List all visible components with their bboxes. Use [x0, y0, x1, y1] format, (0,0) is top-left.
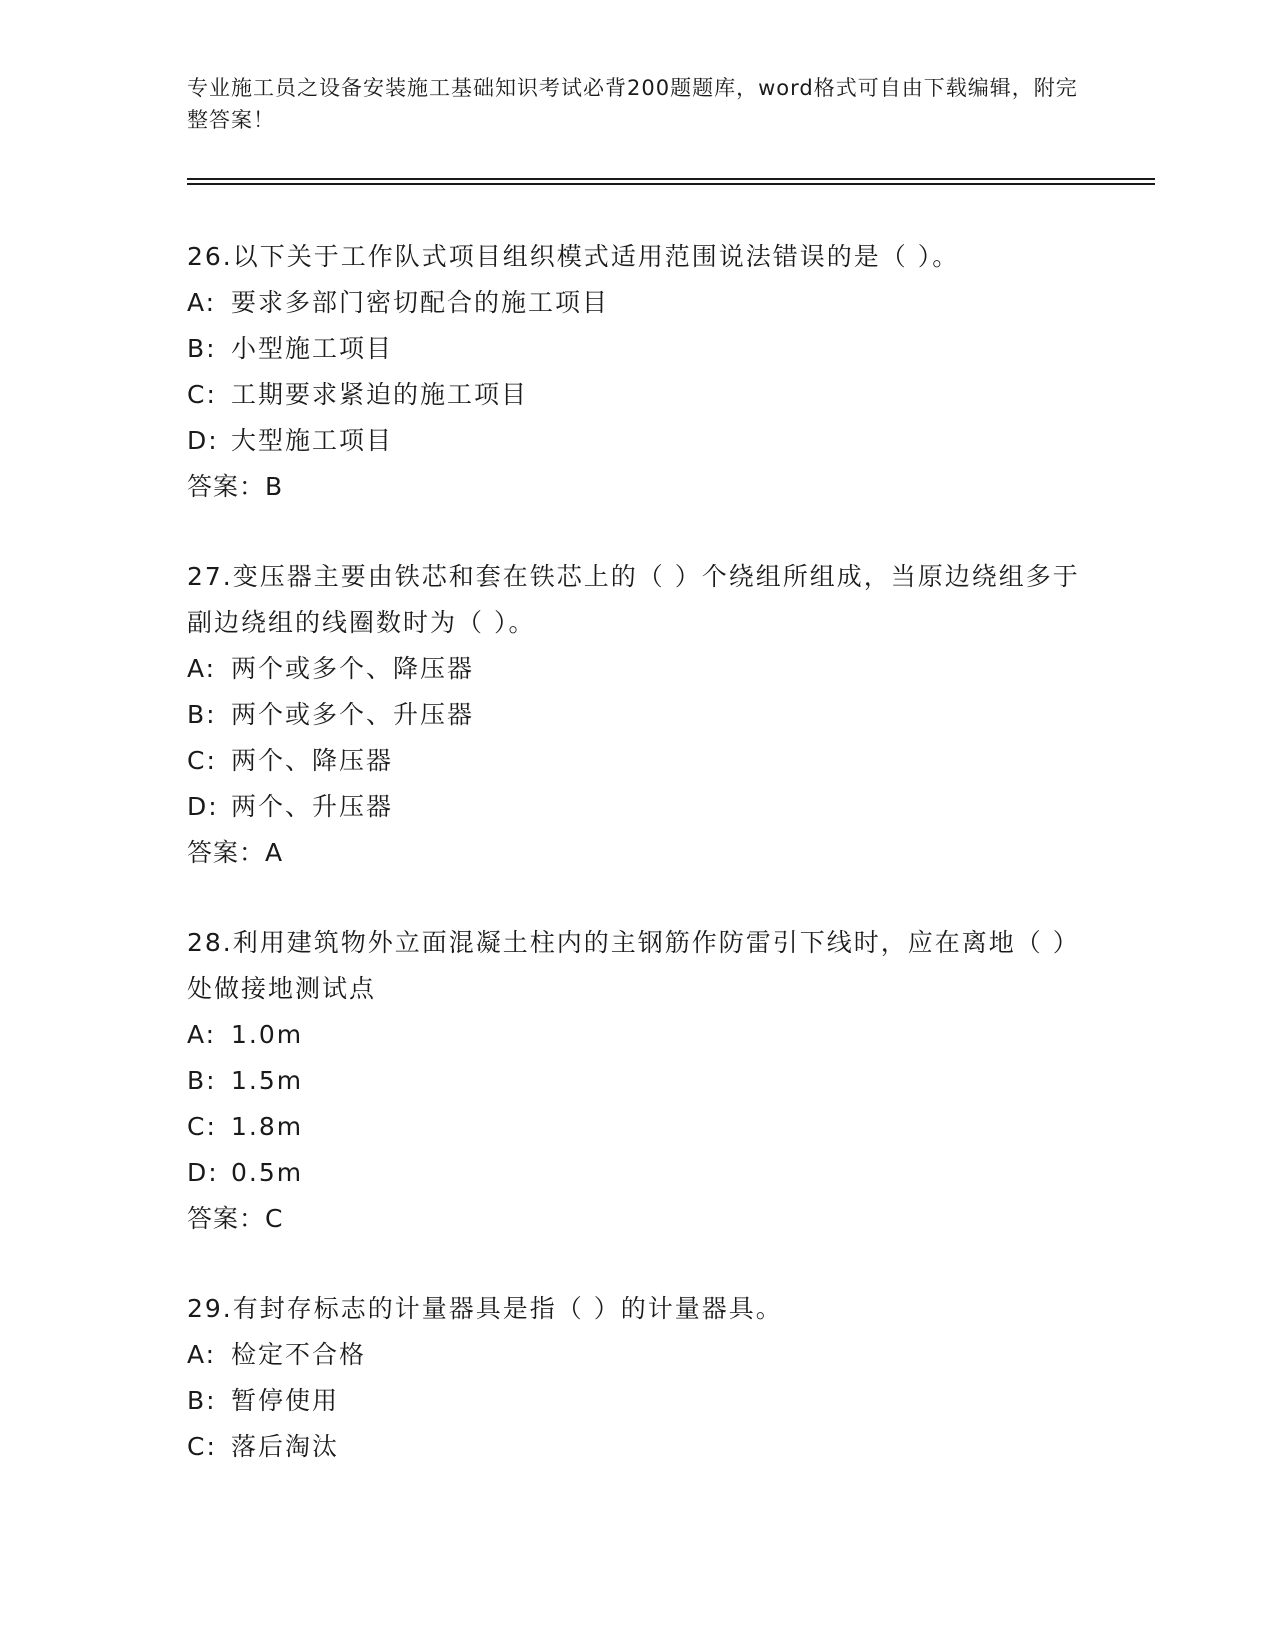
option-b [187, 1378, 1087, 1424]
option-b [187, 1058, 1087, 1104]
question-list [187, 234, 1087, 1514]
option-b [187, 326, 1087, 372]
option-key: B: [187, 1066, 217, 1095]
option-c [187, 1104, 1087, 1150]
option-text: 要求多部门密切配合的施工项目 [231, 288, 610, 317]
option-text: 大型施工项目 [231, 426, 394, 455]
option-text: 1.8m [231, 1112, 304, 1141]
option-text: 工期要求紧迫的施工项目 [231, 380, 529, 409]
option-key: C: [187, 1112, 217, 1141]
option-key: B: [187, 700, 217, 729]
option-key: D: [187, 426, 219, 455]
question-26 [187, 234, 1087, 510]
option-key: C: [187, 380, 217, 409]
option-c [187, 738, 1087, 784]
header-rule-bottom [187, 183, 1155, 185]
option-text: 两个、降压器 [231, 746, 394, 775]
option-key: D: [187, 1158, 219, 1187]
option-key: A: [187, 1340, 217, 1369]
question-stem: 26.以下关于工作队式项目组织模式适用范围说法错误的是（ ）。 [187, 242, 960, 271]
option-text: 两个或多个、降压器 [231, 654, 475, 683]
option-a [187, 280, 1087, 326]
option-text: 落后淘汰 [231, 1432, 340, 1461]
option-text: 1.0m [231, 1020, 304, 1049]
option-c [187, 372, 1087, 418]
question-stem: 28.利用建筑物外立面混凝土柱内的主钢筋作防雷引下线时，应在离地（ ）处做接地测试点 [187, 928, 1080, 1003]
option-key: B: [187, 334, 217, 363]
option-key: C: [187, 1432, 217, 1461]
option-key: A: [187, 1020, 217, 1049]
option-d [187, 418, 1087, 464]
option-text: 两个、升压器 [231, 792, 394, 821]
option-key: A: [187, 654, 217, 683]
option-b [187, 692, 1087, 738]
option-d [187, 784, 1087, 830]
answer-line: 答案：A [187, 838, 284, 867]
answer-line: 答案：C [187, 1204, 284, 1233]
question-29 [187, 1286, 1087, 1470]
answer-line: 答案：B [187, 472, 284, 501]
option-text: 1.5m [231, 1066, 304, 1095]
option-a [187, 646, 1087, 692]
option-key: B: [187, 1386, 217, 1415]
question-stem: 27.变压器主要由铁芯和套在铁芯上的（ ）个绕组所组成，当原边绕组多于副边绕组的线圈数时为（ ）。 [187, 562, 1080, 637]
option-c [187, 1424, 1087, 1470]
question-27 [187, 554, 1087, 876]
question-stem: 29.有封存标志的计量器具是指（ ）的计量器具。 [187, 1294, 783, 1323]
option-text: 小型施工项目 [231, 334, 394, 363]
header-rule-top [187, 178, 1155, 180]
option-text: 两个或多个、升压器 [231, 700, 475, 729]
option-text: 暂停使用 [231, 1386, 340, 1415]
question-28 [187, 920, 1087, 1242]
option-d [187, 1150, 1087, 1196]
option-a [187, 1012, 1087, 1058]
option-text: 0.5m [231, 1158, 304, 1187]
document-header: 专业施工员之设备安装施工基础知识考试必背200题题库，word格式可自由下载编辑，附完整答案！ [187, 76, 1078, 132]
option-text: 检定不合格 [231, 1340, 367, 1369]
option-key: D: [187, 792, 219, 821]
option-key: C: [187, 746, 217, 775]
option-a [187, 1332, 1087, 1378]
option-key: A: [187, 288, 217, 317]
